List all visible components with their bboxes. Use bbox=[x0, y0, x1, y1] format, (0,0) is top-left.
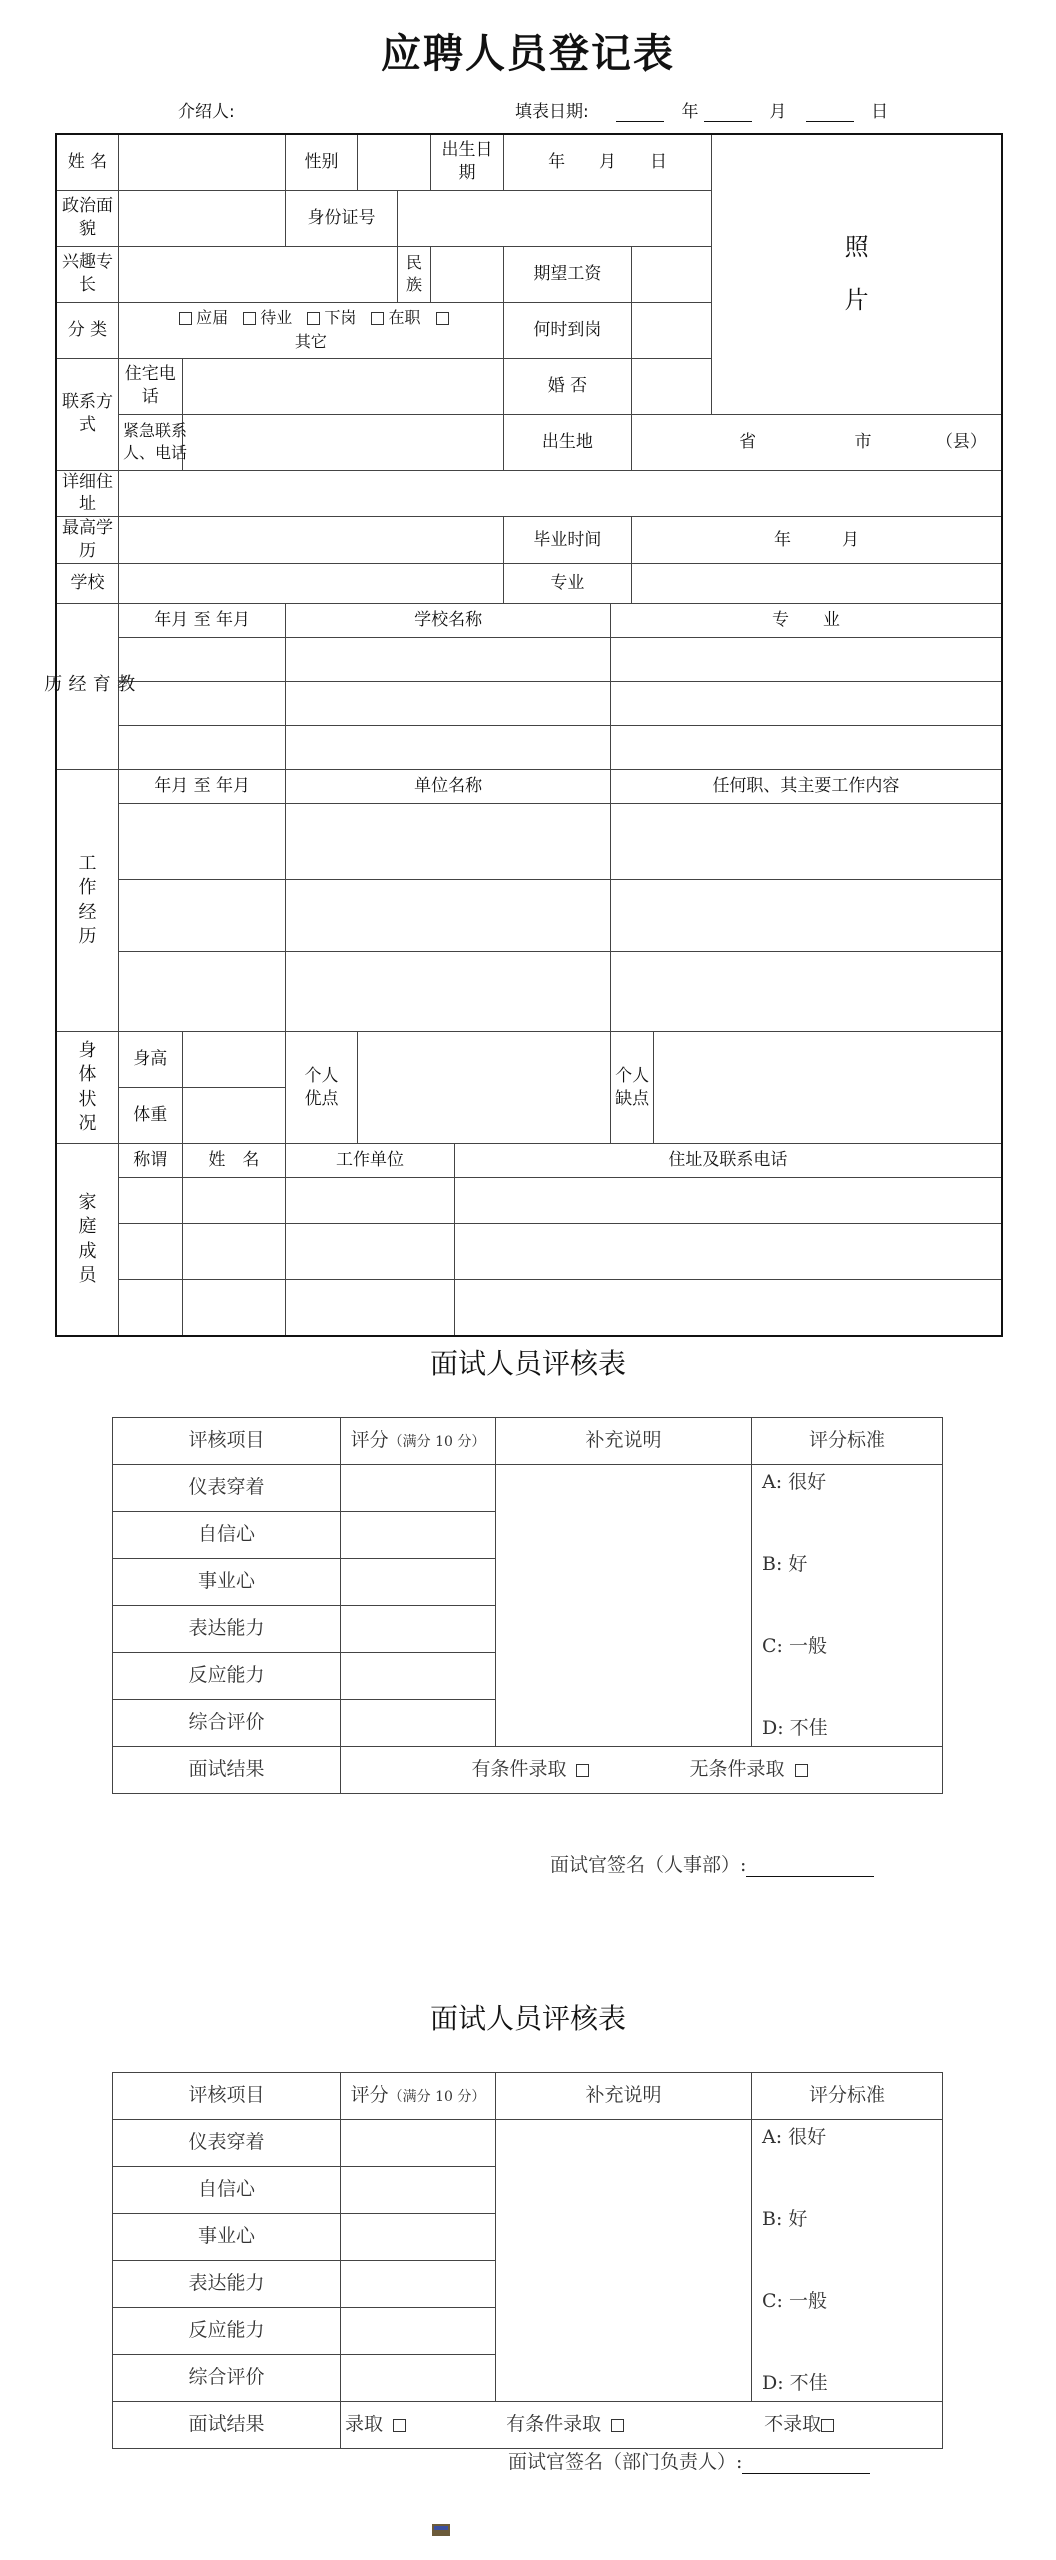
body-status-label bbox=[56, 1032, 118, 1144]
small-image-icon bbox=[432, 2524, 450, 2536]
edu-header-school: 学校名称 bbox=[286, 604, 611, 638]
work-header-company: 单位名称 bbox=[286, 770, 611, 804]
eval1-score-cell[interactable] bbox=[341, 1700, 496, 1747]
eval1-header-standard: 评分标准 bbox=[752, 1418, 943, 1465]
eval1-standards bbox=[752, 1465, 943, 1747]
standard-d: D: 不佳 bbox=[762, 1717, 828, 1739]
birthplace-label: 出生地 bbox=[503, 414, 631, 470]
work-history-text: 工 作 经 历 bbox=[78, 853, 97, 948]
hobbies-field[interactable] bbox=[118, 246, 397, 302]
edu-header-period: 年月 至 年月 bbox=[118, 604, 285, 638]
option-other: 其它 bbox=[294, 332, 327, 351]
family-header-contact: 住址及联系电话 bbox=[454, 1144, 1002, 1178]
family-cell[interactable] bbox=[454, 1224, 1002, 1280]
id-number-field[interactable] bbox=[397, 190, 712, 246]
eval2-item: 表达能力 bbox=[113, 2261, 341, 2308]
photo-label: 照 片 bbox=[844, 233, 869, 315]
eval2-score-cell[interactable] bbox=[341, 2308, 496, 2355]
form-title: 应聘人员登记表 bbox=[381, 31, 675, 77]
eval2-standards bbox=[752, 2120, 943, 2402]
eval1-header-score bbox=[341, 1418, 496, 1465]
major-label: 专业 bbox=[503, 564, 631, 604]
expected-salary-field[interactable] bbox=[632, 246, 712, 302]
work-cell[interactable] bbox=[118, 952, 285, 1032]
month-unit: 月 bbox=[769, 102, 787, 122]
checkbox-unconditional[interactable] bbox=[795, 1764, 808, 1777]
address-field[interactable] bbox=[118, 470, 1002, 517]
work-history-label bbox=[56, 770, 118, 1032]
work-cell[interactable] bbox=[118, 804, 285, 880]
eval2-item: 自信心 bbox=[113, 2167, 341, 2214]
family-cell[interactable] bbox=[118, 1280, 182, 1336]
eval2-header-score bbox=[341, 2073, 496, 2120]
eval1-signature bbox=[550, 1850, 874, 1877]
edu-cell[interactable] bbox=[286, 638, 611, 682]
edu-cell[interactable] bbox=[286, 682, 611, 726]
eval2-item: 仪表穿着 bbox=[113, 2120, 341, 2167]
weight-field[interactable] bbox=[182, 1088, 286, 1144]
eval2-result-options bbox=[341, 2402, 943, 2449]
eval1-table bbox=[112, 1417, 943, 1794]
family-cell[interactable] bbox=[286, 1280, 454, 1336]
month-blank[interactable] bbox=[704, 103, 752, 122]
eval1-note-cell[interactable] bbox=[496, 1465, 752, 1747]
eval1-result-options bbox=[341, 1747, 943, 1794]
marital-field[interactable] bbox=[632, 358, 712, 414]
gender-label: 性别 bbox=[286, 134, 357, 190]
standard-a: A: 很好 bbox=[762, 2126, 827, 2148]
work-cell[interactable] bbox=[610, 804, 1002, 880]
school-label: 学校 bbox=[56, 564, 118, 604]
family-cell[interactable] bbox=[286, 1178, 454, 1224]
address-label: 详细住址 bbox=[56, 470, 118, 517]
eval2-item: 综合评价 bbox=[113, 2355, 341, 2402]
body-status-text: 身 体 状 况 bbox=[78, 1040, 97, 1135]
option-laid-off: 下岗 bbox=[324, 308, 357, 327]
highest-edu-label: 最高学历 bbox=[56, 517, 118, 564]
eval1-score-cell[interactable] bbox=[341, 1559, 496, 1606]
category-options bbox=[118, 302, 503, 358]
checkbox-conditional[interactable] bbox=[576, 1764, 589, 1777]
eval2-item: 反应能力 bbox=[113, 2308, 341, 2355]
political-label: 政治面貌 bbox=[56, 190, 118, 246]
work-header-duties: 任何职、其主要工作内容 bbox=[610, 770, 1002, 804]
checkbox-employed[interactable] bbox=[371, 312, 384, 325]
family-cell[interactable] bbox=[118, 1224, 182, 1280]
work-cell[interactable] bbox=[118, 880, 285, 952]
eval2-signature-label: 面试官签名（部门负责人）: bbox=[508, 2451, 743, 2473]
option-graduate: 应届 bbox=[196, 308, 229, 327]
eval2-note-cell[interactable] bbox=[496, 2120, 752, 2402]
edu-cell[interactable] bbox=[118, 682, 285, 726]
day-unit: 日 bbox=[871, 102, 889, 122]
eval1-title: 面试人员评核表 bbox=[429, 1347, 626, 1380]
expected-salary-label: 期望工资 bbox=[503, 246, 631, 302]
eval2-score-cell[interactable] bbox=[341, 2355, 496, 2402]
eval1-signature-line[interactable] bbox=[746, 1856, 874, 1877]
result-reject: 不录取 bbox=[764, 2413, 822, 2436]
checkbox-conditional[interactable] bbox=[611, 2419, 624, 2432]
option-unemployed: 待业 bbox=[260, 308, 293, 327]
birth-date-field[interactable]: 年 月 日 bbox=[503, 134, 712, 190]
result-conditional: 有条件录取 bbox=[471, 1758, 567, 1781]
political-field[interactable] bbox=[118, 190, 285, 246]
family-cell[interactable] bbox=[454, 1178, 1002, 1224]
eval1-item: 自信心 bbox=[113, 1512, 341, 1559]
grad-time-field[interactable]: 年 月 bbox=[632, 517, 1002, 564]
checkbox-graduate[interactable] bbox=[179, 312, 192, 325]
eval2-table bbox=[112, 2072, 943, 2449]
edu-cell[interactable] bbox=[118, 726, 285, 770]
name-label: 姓 名 bbox=[56, 134, 118, 190]
checkbox-other[interactable] bbox=[436, 312, 449, 325]
edu-cell[interactable] bbox=[610, 726, 1002, 770]
marital-label: 婚 否 bbox=[503, 358, 631, 414]
height-label: 身高 bbox=[118, 1032, 182, 1088]
school-field[interactable] bbox=[118, 564, 503, 604]
emergency-field[interactable] bbox=[182, 414, 503, 470]
eval1-item: 综合评价 bbox=[113, 1700, 341, 1747]
standard-c: C: 一般 bbox=[762, 2290, 827, 2312]
standard-b: B: 好 bbox=[762, 1553, 808, 1575]
eval1-header-item: 评核项目 bbox=[113, 1418, 341, 1465]
city-label: 市 bbox=[854, 431, 872, 452]
checkbox-reject[interactable] bbox=[821, 2419, 834, 2432]
eval2-signature-line[interactable] bbox=[742, 2453, 870, 2474]
standard-d: D: 不佳 bbox=[762, 2372, 828, 2394]
eval2-result-label: 面试结果 bbox=[113, 2402, 341, 2449]
eval1-item: 表达能力 bbox=[113, 1606, 341, 1653]
ethnicity-field[interactable] bbox=[431, 246, 504, 302]
ethnicity-label: 民 族 bbox=[397, 246, 430, 302]
standard-a: A: 很好 bbox=[762, 1471, 827, 1493]
name-field[interactable] bbox=[118, 134, 285, 190]
edu-header-major: 专 业 bbox=[610, 604, 1002, 638]
result-unconditional: 无条件录取 bbox=[689, 1758, 785, 1781]
eval1-score-note: （满分 10 分） bbox=[388, 1434, 486, 1451]
checkbox-unemployed[interactable] bbox=[243, 312, 256, 325]
result-hire: 录取 bbox=[345, 2413, 384, 2436]
family-cell[interactable] bbox=[454, 1280, 1002, 1336]
edu-cell[interactable] bbox=[118, 638, 285, 682]
photo-area[interactable] bbox=[712, 134, 1002, 414]
eval2-header-note: 补充说明 bbox=[496, 2073, 752, 2120]
eval1-score-cell[interactable] bbox=[341, 1465, 496, 1512]
hobbies-label: 兴趣专长 bbox=[56, 246, 118, 302]
introducer-label: 介绍人: bbox=[178, 102, 235, 122]
eval1-score-cell[interactable] bbox=[341, 1653, 496, 1700]
weaknesses-label: 个人 缺点 bbox=[610, 1032, 653, 1144]
gender-field[interactable] bbox=[357, 134, 431, 190]
weight-label: 体重 bbox=[118, 1088, 182, 1144]
weaknesses-field[interactable] bbox=[654, 1032, 1002, 1144]
emergency-label: 紧急联系 人、电话 bbox=[118, 414, 182, 470]
eval2-signature bbox=[508, 2447, 870, 2474]
birthplace-field[interactable] bbox=[632, 414, 1002, 470]
eval1-item: 事业心 bbox=[113, 1559, 341, 1606]
eval1-score-cell[interactable] bbox=[341, 1606, 496, 1653]
year-blank[interactable] bbox=[616, 103, 664, 122]
strengths-field[interactable] bbox=[357, 1032, 610, 1144]
work-cell[interactable] bbox=[286, 804, 611, 880]
eval1-item: 反应能力 bbox=[113, 1653, 341, 1700]
family-cell[interactable] bbox=[118, 1178, 182, 1224]
edu-history-label bbox=[41, 604, 136, 770]
family-cell[interactable] bbox=[182, 1224, 286, 1280]
available-date-field[interactable] bbox=[632, 302, 712, 358]
strengths-label: 个人 优点 bbox=[286, 1032, 357, 1144]
home-phone-label: 住宅电话 bbox=[118, 358, 182, 414]
family-cell[interactable] bbox=[182, 1280, 286, 1336]
family-header-relation: 称谓 bbox=[118, 1144, 182, 1178]
eval2-score-label: 评分 bbox=[350, 2084, 389, 2107]
eval2-score-note: （满分 10 分） bbox=[388, 2089, 486, 2106]
eval1-result-label: 面试结果 bbox=[113, 1747, 341, 1794]
category-label: 分 类 bbox=[56, 302, 118, 358]
registration-table bbox=[41, 133, 1003, 1337]
family-text: 家 庭 成 员 bbox=[78, 1191, 97, 1286]
family-header-name: 姓 名 bbox=[182, 1144, 286, 1178]
contact-label: 联系方式 bbox=[56, 358, 118, 470]
option-employed: 在职 bbox=[388, 308, 421, 327]
available-date-label: 何时到岗 bbox=[503, 302, 631, 358]
eval2-score-cell[interactable] bbox=[341, 2214, 496, 2261]
standard-b: B: 好 bbox=[762, 2208, 808, 2230]
grad-time-label: 毕业时间 bbox=[503, 517, 631, 564]
work-cell[interactable] bbox=[286, 880, 611, 952]
eval2-score-cell[interactable] bbox=[341, 2261, 496, 2308]
work-header-period: 年月 至 年月 bbox=[118, 770, 285, 804]
year-unit: 年 bbox=[681, 102, 699, 122]
id-number-label: 身份证号 bbox=[286, 190, 398, 246]
eval1-item: 仪表穿着 bbox=[113, 1465, 341, 1512]
birth-date-label: 出生日期 bbox=[431, 134, 504, 190]
checkbox-hire[interactable] bbox=[393, 2419, 406, 2432]
family-label bbox=[56, 1144, 118, 1336]
eval2-item: 事业心 bbox=[113, 2214, 341, 2261]
family-header-company: 工作单位 bbox=[286, 1144, 454, 1178]
major-field[interactable] bbox=[632, 564, 1002, 604]
eval2-score-cell[interactable] bbox=[341, 2167, 496, 2214]
eval1-header-note: 补充说明 bbox=[496, 1418, 752, 1465]
home-phone-field[interactable] bbox=[182, 358, 503, 414]
edu-cell[interactable] bbox=[610, 682, 1002, 726]
standard-c: C: 一般 bbox=[762, 1635, 827, 1657]
height-field[interactable] bbox=[182, 1032, 286, 1088]
work-cell[interactable] bbox=[610, 880, 1002, 952]
county-label: （县） bbox=[935, 431, 987, 452]
edu-cell[interactable] bbox=[610, 638, 1002, 682]
result-conditional: 有条件录取 bbox=[506, 2413, 602, 2436]
day-blank[interactable] bbox=[806, 103, 854, 122]
eval1-score-cell[interactable] bbox=[341, 1512, 496, 1559]
fill-date-row bbox=[515, 97, 888, 122]
family-cell[interactable] bbox=[286, 1224, 454, 1280]
eval1-score-label: 评分 bbox=[350, 1429, 389, 1452]
eval2-header-item: 评核项目 bbox=[113, 2073, 341, 2120]
edu-history-text: 教 育 经 历 bbox=[41, 673, 136, 700]
highest-edu-field[interactable] bbox=[118, 517, 503, 564]
family-cell[interactable] bbox=[182, 1178, 286, 1224]
edu-cell[interactable] bbox=[286, 726, 611, 770]
work-cell[interactable] bbox=[286, 952, 611, 1032]
fill-date-label: 填表日期: bbox=[515, 102, 589, 122]
province-label: 省 bbox=[739, 431, 757, 452]
work-cell[interactable] bbox=[610, 952, 1002, 1032]
eval2-score-cell[interactable] bbox=[341, 2120, 496, 2167]
eval1-signature-label: 面试官签名（人事部）: bbox=[550, 1854, 747, 1876]
eval2-header-standard: 评分标准 bbox=[752, 2073, 943, 2120]
checkbox-laid-off[interactable] bbox=[307, 312, 320, 325]
eval2-title: 面试人员评核表 bbox=[429, 2002, 626, 2035]
